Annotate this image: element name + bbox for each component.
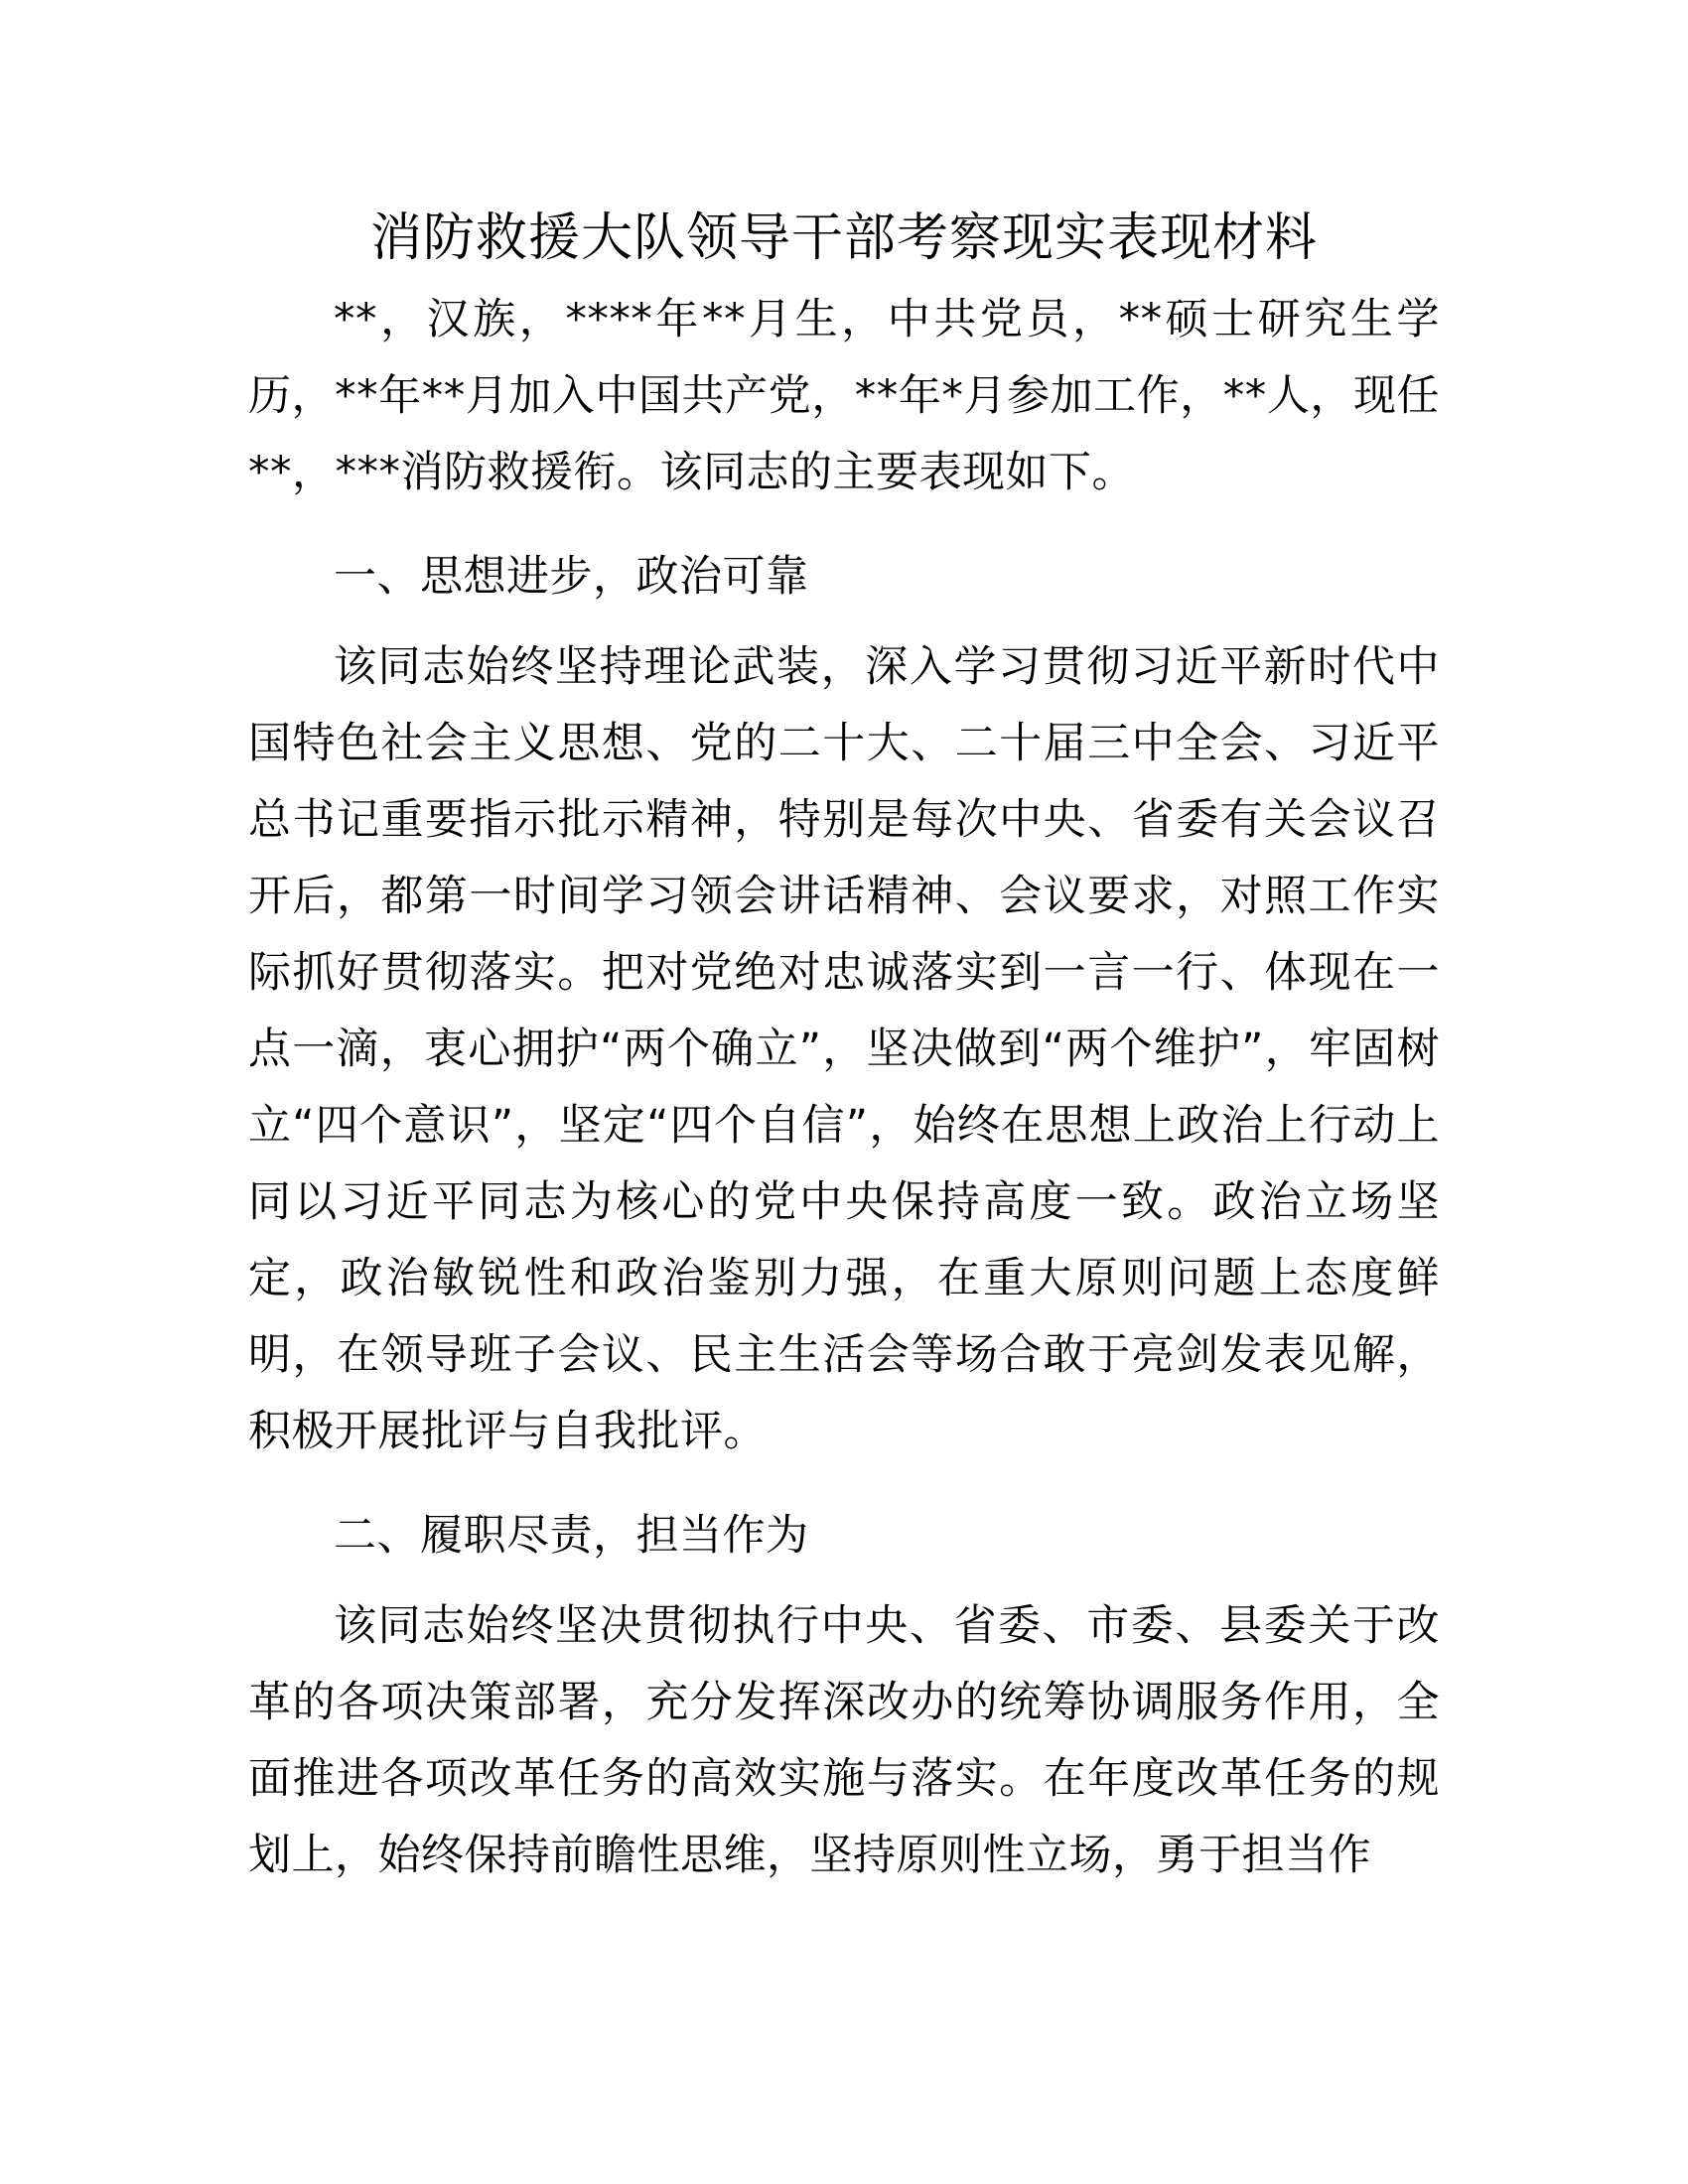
document-page xyxy=(248,199,1440,1894)
section-heading-1: 一、思想进步，政治可靠 xyxy=(334,552,809,602)
section-body-1: 该同志始终坚持理论武装，深入学习贯彻习近平新时代中国特色社会主义思想、党的二十大、二十届三中全会、习近平总书记重要指示批示精神，特别是每次中央、省委有关会议召开后，都第一时间学习领会讲话精神、会议要求，对照工作实际抓好贯彻落实。把对党绝对忠诚落实到一言一行、体现在一点一滴，衷心拥护“两个确立”，坚决做到“两个维护”，牢固树立“四个意识”，坚定“四个自信”，始终在思想上政治上行动上同以习近平同志为核心的党中央保持高度一致。政治立场坚定，政治敏锐性和政治鉴别力强，在重大原则问题上态度鲜明，在领导班子会议、民主生活会等场合敢于亮剑发表见解，积极开展批评与自我批评。 xyxy=(248,642,1440,1456)
document-title: 消防救援大队领导干部考察现实表现材料 xyxy=(369,208,1318,268)
section-heading-2: 二、履职尽责，担当作为 xyxy=(334,1511,809,1561)
section-body-2: 该同志始终坚决贯彻执行中央、省委、市委、县委关于改革的各项决策部署，充分发挥深改办的统筹协调服务作用，全面推进各项改革任务的高效实施与落实。在年度改革任务的规划上，始终保持前瞻性思维，坚持原则性立场，勇于担当作 xyxy=(248,1601,1440,1880)
intro-paragraph: **，汉族，****年**月生，中共党员，**硕士研究生学历，**年**月加入中国共产党，**年*月参加工作，**人，现任**，***消防救援衔。该同志的主要表现如下。 xyxy=(248,295,1440,497)
